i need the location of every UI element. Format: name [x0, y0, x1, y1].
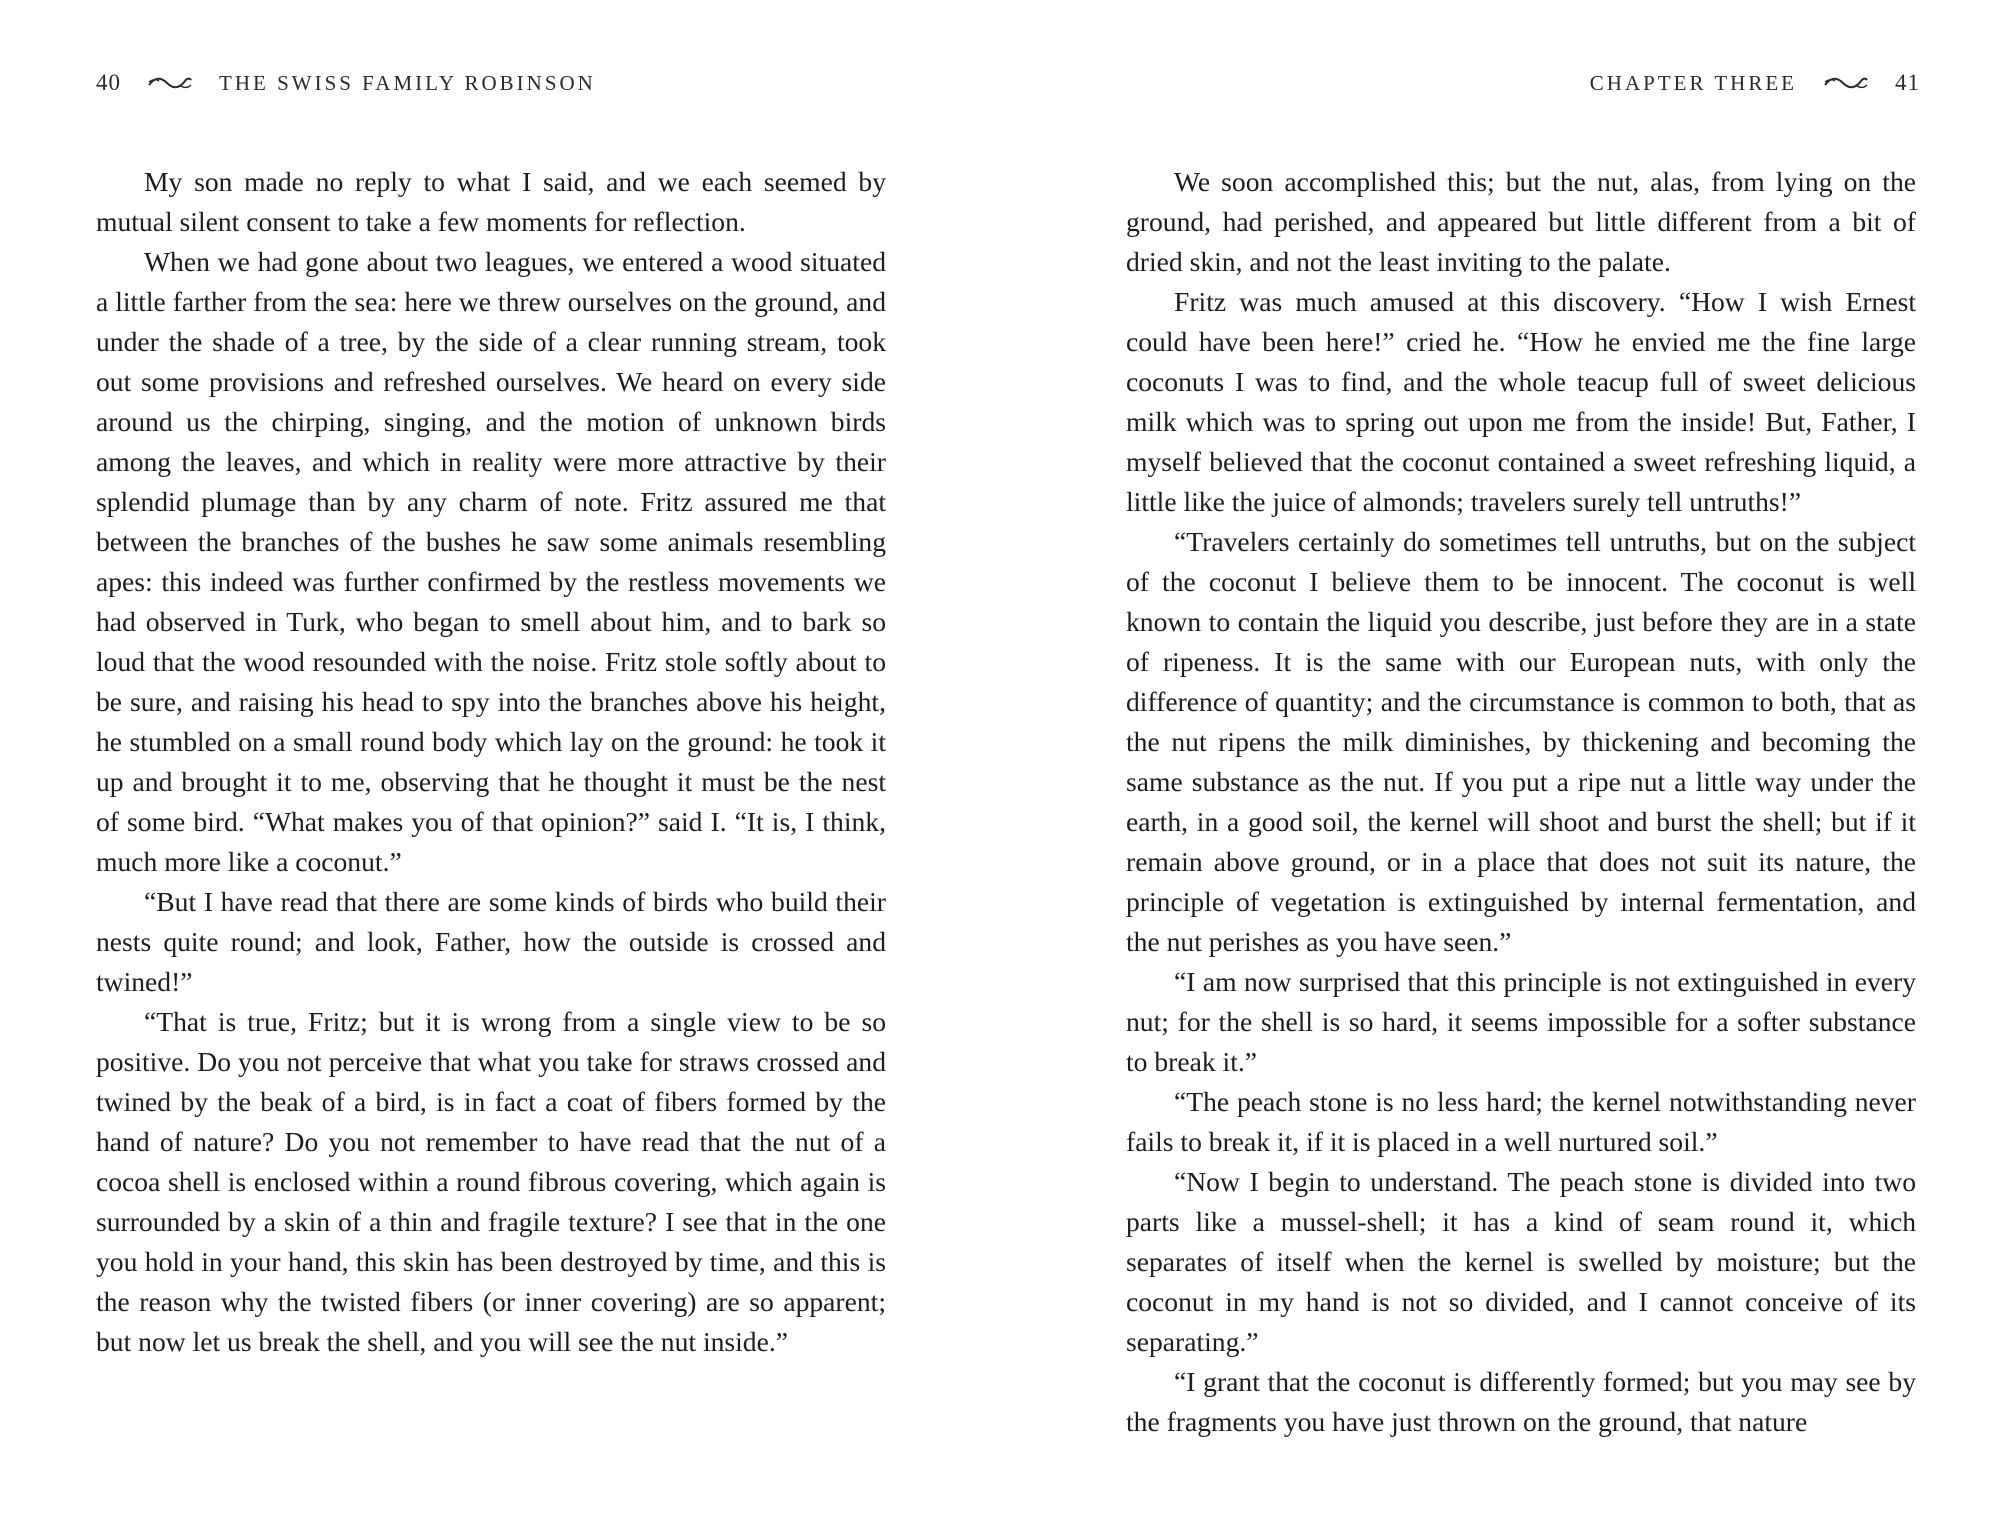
- paragraph: “I grant that the coconut is differently formed; but you may see by the fragments you have just thrown on the ground, that nature: [1126, 1366, 1916, 1437]
- paragraph: “I am now surprised that this principle is not extinguished in every nut; for the shell is so hard, it seems impossible for a softer substance to break it.”: [1126, 966, 1916, 1077]
- right-body-text: [1126, 162, 1916, 1442]
- swash-ornament-icon: [1823, 74, 1869, 92]
- left-running-head: [96, 70, 596, 96]
- right-page-number: 41: [1895, 70, 1920, 95]
- paragraph: “Now I begin to understand. The peach stone is divided into two parts like a mussel-shell; it has a kind of seam round it, which separates of itself when the kernel is swelled by moisture; but the coconut in my hand is not so divided, and I cannot conceive of its separating.”: [1126, 1166, 1916, 1357]
- paragraph: “But I have read that there are some kinds of birds who build their nests quite round; and look, Father, how the outside is crossed and twined!”: [96, 886, 886, 997]
- right-running-head: [1590, 70, 1920, 96]
- book-title: THE SWISS FAMILY ROBINSON: [219, 70, 596, 95]
- paragraph: “That is true, Fritz; but it is wrong from a single view to be so positive. Do you not perceive that what you take for straws crossed and twined by the beak of a bird, is in fact a coat of fibers formed by the hand of nature? Do you not remember to have read that the nut of a cocoa shell is enclosed within a round fibrous covering, which again is surrounded by a skin of a thin and fragile texture? I see that in the one you hold in your hand, this skin has been destroyed by time, and this is the reason why the twisted fibers (or inner covering) are so apparent; but now let us break the shell, and you will see the nut inside.”: [96, 1006, 886, 1357]
- paragraph: “Travelers certainly do sometimes tell untruths, but on the subject of the coconut I believe them to be innocent. The coconut is well known to contain the liquid you describe, just before they are in a state of ripeness. It is the same with our European nuts, with only the difference of quantity; and the circumstance is common to both, that as the nut ripens the milk diminishes, by thickening and becoming the same substance as the nut. If you put a ripe nut a little way under the earth, in a good soil, the kernel will shoot and burst the shell; but if it remain above ground, or in a place that does not suit its nature, the principle of vegetation is extinguished by internal fermentation, and the nut perishes as you have seen.”: [1126, 526, 1916, 957]
- left-body-text: [96, 162, 886, 1362]
- paragraph: Fritz was much amused at this discovery. “How I wish Ernest could have been here!” cried he. “How he envied me the fine large coconuts I was to find, and the whole teacup full of sweet delicious milk which was to spring out upon me from the inside! But, Father, I myself believed that the coconut contained a sweet refreshing liquid, a little like the juice of almonds; travelers surely tell untruths!”: [1126, 286, 1916, 517]
- right-page: [1000, 0, 2000, 1524]
- chapter-title: CHAPTER THREE: [1589, 70, 1797, 95]
- paragraph: When we had gone about two leagues, we entered a wood situated a little farther from the sea: here we threw ourselves on the ground, and under the shade of a tree, by the side of a clear running stream, took out some provisions and refreshed ourselves. We heard on every side around us the chirping, singing, and the motion of unknown birds among the leaves, and which in reality were more attractive by their splendid plumage than by any charm of note. Fritz assured me that between the branches of the bushes he saw some animals resembling apes: this indeed was further confirmed by the restless movements we had observed in Turk, who began to smell about him, and to bark so loud that the wood resounded with the noise. Fritz stole softly about to be sure, and raising his head to spy into the branches above his height, he stumbled on a small round body which lay on the ground: he took it up and brought it to me, observing that he thought it must be the nest of some bird. “What makes you of that opinion?” said I. “It is, I think, much more like a coconut.”: [96, 246, 886, 877]
- swash-ornament-icon: [147, 74, 193, 92]
- left-page-number: 40: [96, 70, 121, 95]
- paragraph: We soon accomplished this; but the nut, alas, from lying on the ground, had perished, and appeared but little different from a bit of dried skin, and not the least inviting to the palate.: [1126, 166, 1916, 277]
- paragraph: “The peach stone is no less hard; the kernel notwithstanding never fails to break it, if it is placed in a well nurtured soil.”: [1126, 1086, 1916, 1157]
- paragraph: My son made no reply to what I said, and we each seemed by mutual silent consent to take a few moments for reflection.: [96, 166, 886, 237]
